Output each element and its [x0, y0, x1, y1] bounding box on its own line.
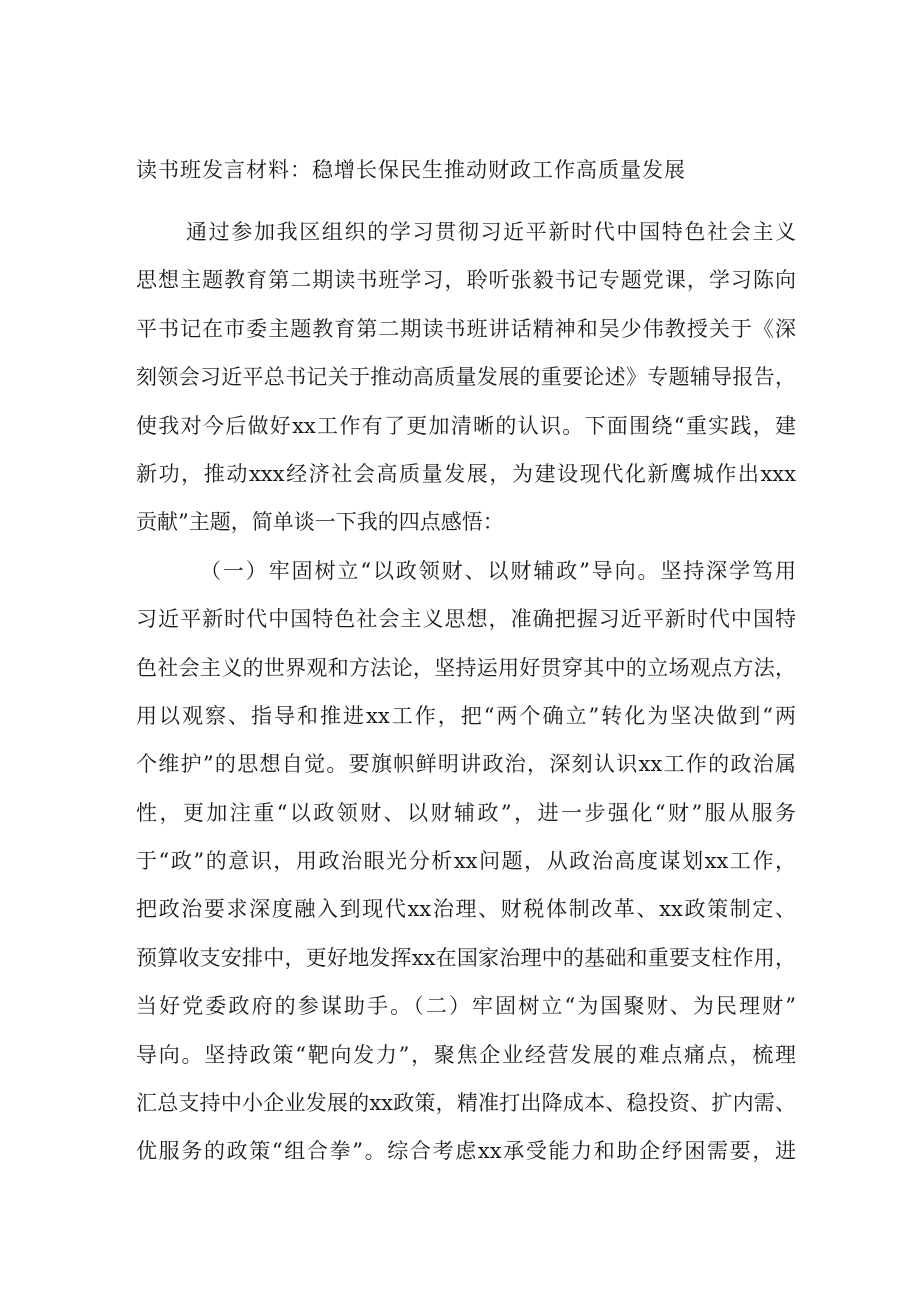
paragraph-line: 预算收支安排中，更好地发挥xx在国家治理中的基础和重要支柱作用，: [136, 945, 796, 970]
paragraph-line: 于“政”的意识，用政治眼光分析xx问题，从政治高度谋划xx工作，: [136, 849, 796, 874]
paragraph-line: 习近平新时代中国特色社会主义思想，准确把握习近平新时代中国特: [136, 607, 796, 632]
paragraph-line: 色社会主义的世界观和方法论，坚持运用好贯穿其中的立场观点方法，: [136, 655, 796, 680]
paragraph-line: 导向。坚持政策“靶向发力”，聚焦企业经营发展的难点痛点，梳理: [136, 1042, 796, 1067]
paragraph-line: 新功，推动xxx经济社会高质量发展，为建设现代化新鹰城作出xxx: [136, 461, 796, 486]
paragraph-line: 汇总支持中小企业发展的xx政策，精准打出降成本、稳投资、扩内需、: [136, 1091, 796, 1116]
paragraph-line: 平书记在市委主题教育第二期读书班讲话精神和吴少伟教授关于《深: [136, 316, 796, 341]
paragraph-line: 把政治要求深度融入到现代xx治理、财税体制改革、xx政策制定、: [136, 897, 796, 922]
paragraph-line: 贡献”主题，简单谈一下我的四点感悟：: [136, 510, 504, 535]
paragraph-line: 刻领会习近平总书记关于推动高质量发展的重要论述》专题辅导报告，: [136, 365, 796, 390]
paragraph-line: （一）牢固树立“以政领财、以财辅政”导向。坚持深学笃用: [200, 558, 796, 583]
document-title: 读书班发言材料：稳增长保民生推动财政工作高质量发展: [136, 158, 686, 182]
paragraph-line: 性，更加注重“以政领财、以财辅政”，进一步强化“财”服从服务: [136, 800, 796, 825]
paragraph-line: 个维护”的思想自觉。要旗帜鲜明讲政治，深刻认识xx工作的政治属: [136, 752, 796, 777]
paragraph-line: 优服务的政策“组合拳”。综合考虑xx承受能力和助企纾困需要，进: [136, 1139, 796, 1164]
paragraph-line: 用以观察、指导和推进xx工作，把“两个确立”转化为坚决做到“两: [136, 703, 796, 728]
paragraph-line: 思想主题教育第二期读书班学习，聆听张毅书记专题党课，学习陈向: [136, 268, 796, 293]
paragraph-line: 当好党委政府的参谋助手。（二）牢固树立“为国聚财、为民理财”: [136, 994, 796, 1019]
paragraph-line: 使我对今后做好xx工作有了更加清晰的认识。下面围绕“重实践，建: [136, 413, 796, 438]
paragraph-line: 通过参加我区组织的学习贯彻习近平新时代中国特色社会主义: [186, 220, 796, 244]
document-body: [136, 214, 796, 1182]
